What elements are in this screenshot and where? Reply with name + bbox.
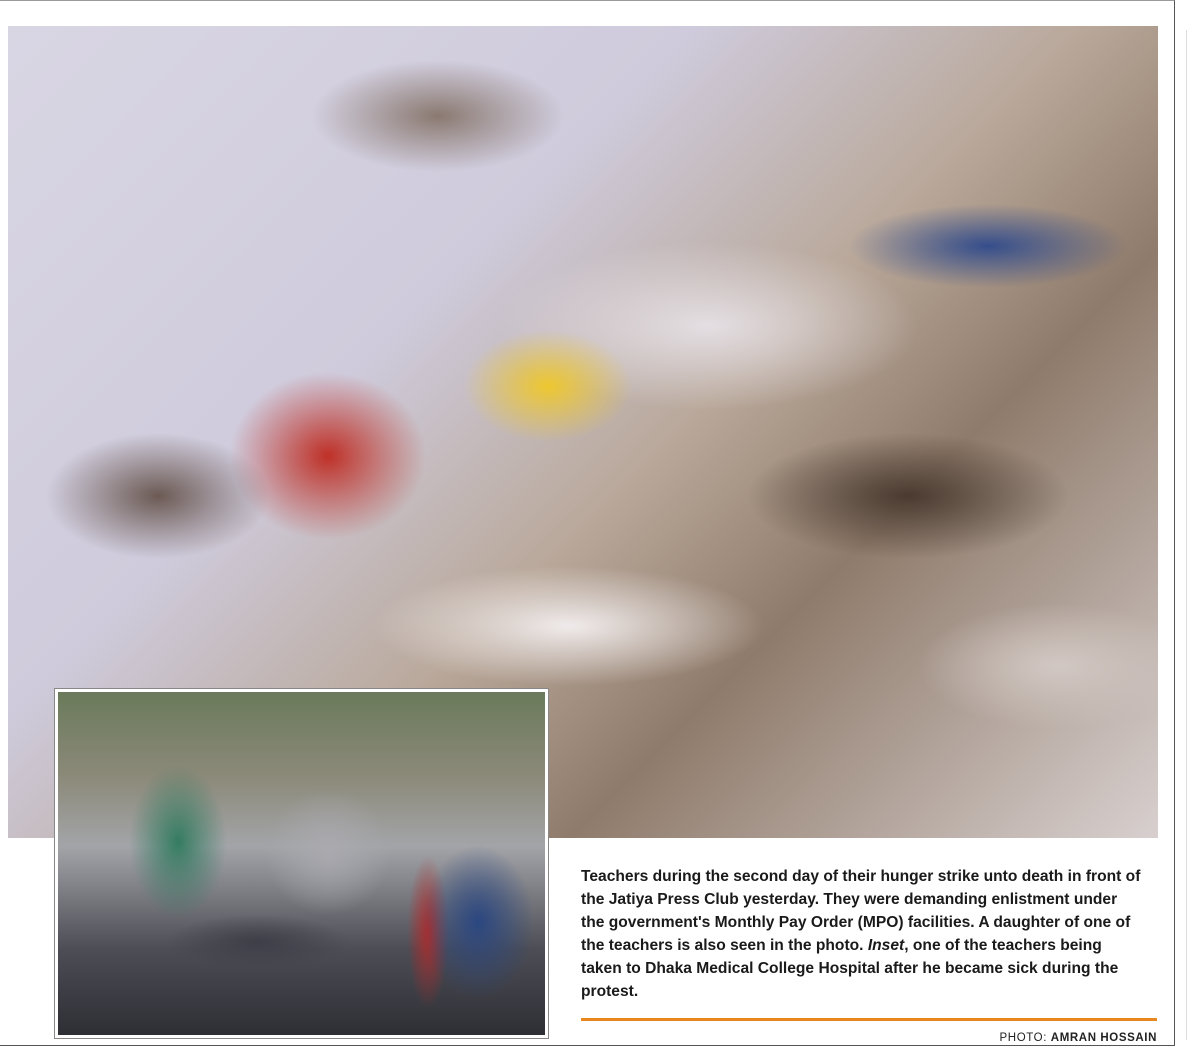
column-rule bbox=[1186, 30, 1187, 1040]
inset-photo-teacher-carried-to-hospital bbox=[55, 689, 548, 1038]
credit-name: AMRAN HOSSAIN bbox=[1050, 1032, 1157, 1044]
photo-credit bbox=[1000, 1032, 1157, 1044]
credit-label: PHOTO: bbox=[999, 1032, 1051, 1044]
caption-text-2: , one of the teachers being taken to Dhaka Medical College Hospital after he became sick during the protest. bbox=[581, 937, 1119, 1000]
caption-inset-word: Inset bbox=[867, 937, 905, 954]
photo-caption bbox=[581, 865, 1141, 1003]
caption-text-1: Teachers during the second day of their hunger strike unto death in front of the Jatiya Press Club yesterday. They were demanding enlistment under the government's Monthly Pay Order (MPO) facilities. A daughter of one of the teachers is also seen in the photo. bbox=[581, 868, 1141, 954]
caption-rule bbox=[581, 1018, 1157, 1021]
